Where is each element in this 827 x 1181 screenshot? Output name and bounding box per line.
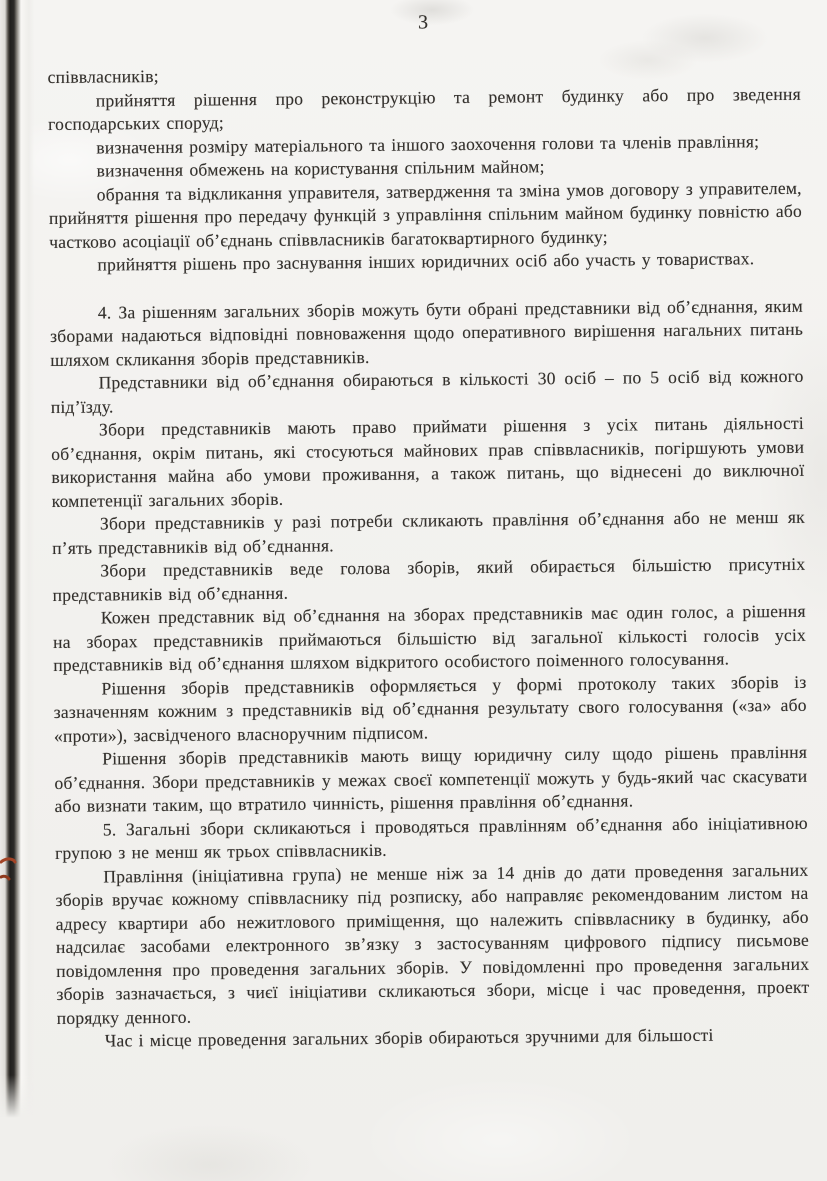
paragraph: 5. Загальні збори скликаються і проводяться правлінням об’єднання або ініціативною групою з не менш як трьох співвласників. — [54, 812, 808, 863]
paragraph: обрання та відкликання управителя, затвердження та зміна умов договору з управителем, прийняття рішення про передачу функцій з управління спільним майном будинку повністю або частково асоціації об’єднань співвласників багатоквартирного будинку; — [48, 177, 803, 252]
paragraph: Збори представників мають право приймати рішення з усіх питань діяльності об’єднання, окрім питань, які стосуються майнових прав співвласників, погіршують умови використання майна або умови проживання, а також питань, що віднесені до виключної компетенції загальних зборів. — [51, 412, 805, 511]
paragraph: Кожен представник від об’єднання на зборах представників має один голос, а рішення на зборах представників приймаються більшістю від загальної кількості голосів усіх представників від об’єднання шляхом відкритого особистого поіменного голосування. — [52, 600, 807, 675]
paragraph: Рішення зборів представників мають вищу юридичну силу щодо рішень правління об’єднання. Збори представників у межах своєї компетенції можуть у будь-який час скасувати або визнати таким, що втратило чинність, рішення правління об’єднання. — [54, 741, 808, 816]
page-number: 3 — [418, 11, 430, 34]
paragraph: визначення обмежень на користування спільним майном; — [96, 156, 545, 181]
paragraph: Правління (ініціативна група) не менше ніж за 14 днів до дати проведення загальних зборів вручає кожному співвласнику під розписку, або направляє рекомендованим листом на адресу квартири або нежитлового приміщення, що належить співвласнику в будинку, або надсилає засобами електронного зв’язку з застосуванням цифрового підпису письмове повідомлення про проведення загальних зборів. У повідомленні про проведення загальних зборів зазначається, з чиєї ініціативи скликаються збори, місце і час проведення, проект порядку денного. — [55, 859, 810, 1028]
paragraph: прийняття рішення про реконструкцію та ремонт будинку або про зведення господарських споруд; — [47, 83, 801, 135]
paragraph: прийняття рішень про заснування інших юридичних осіб або участь у товариствах. — [97, 248, 755, 275]
scanned-document-page — [47, 7, 810, 1054]
paragraph: визначення розміру матеріального та іншого заохочення голови та членів правління; — [96, 130, 760, 158]
paragraph: Час і місце проведення загальних зборів обираються зручними для більшості — [104, 1024, 714, 1051]
paragraph: Рішення зборів представників оформляється у формі протоколу таких зборів із зазначенням кожним з представників від об’єднання результату свого голосування («за» або «проти»), засвідченого власноручним підписом. — [53, 671, 807, 746]
paragraph: співвласників; — [47, 65, 159, 88]
document-text — [48, 59, 810, 1054]
paragraph: Представники від об’єднання обираються в кількості 30 осіб – по 5 осіб від кожного під’їзду. — [50, 365, 804, 417]
paragraph: Збори представників у разі потреби скликають правління об’єднання або не менш як п’ять представників від об’єднання. — [52, 506, 805, 558]
page-binding-shadow — [0, 0, 34, 1120]
red-pen-mark-icon — [0, 853, 18, 889]
paragraph: Збори представників веде голова зборів, який обирається більшістю присутніх представників від об’єднання. — [52, 553, 806, 605]
paragraph: 4. За рішенням загальних зборів можуть бути обрані представники від об’єднання, яким зборами надаються відповідні повноваження щодо оперативного вирішення нагальних питань шляхом скликання зборів представників. — [50, 295, 804, 370]
